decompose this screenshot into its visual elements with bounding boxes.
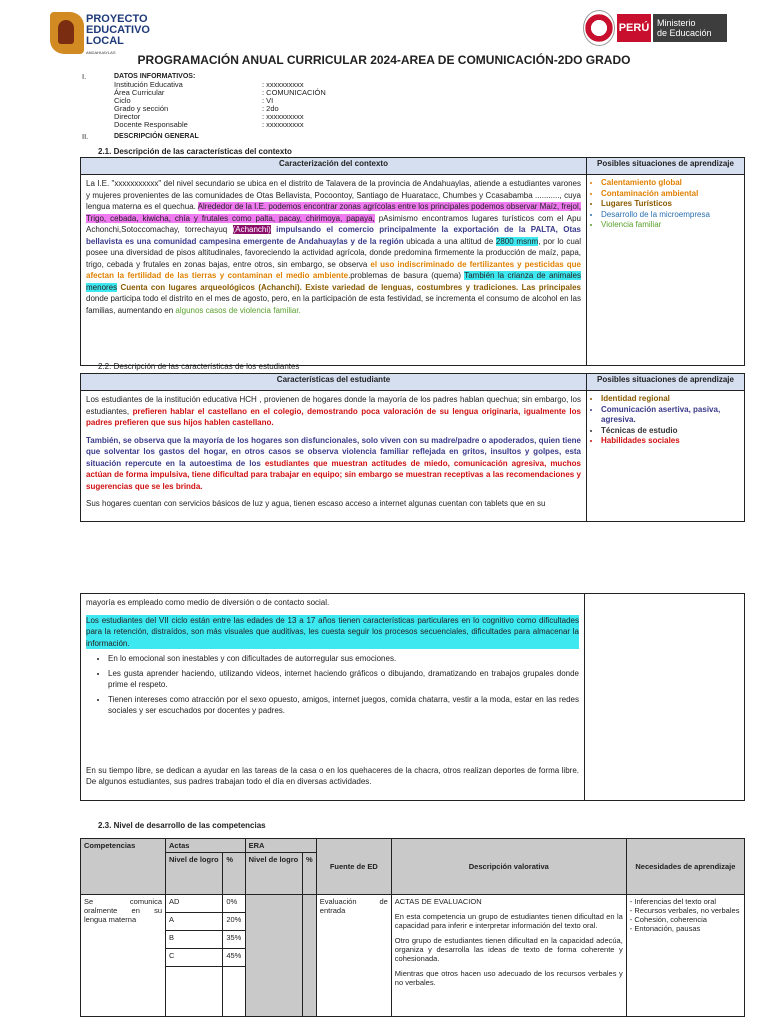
- datos-value: : xxxxxxxxxx: [262, 120, 304, 129]
- desc-p3: Mientras que otros hacen uso adecuado de los recursos verbales y no verbales.: [394, 969, 623, 987]
- students-col-header: Características del estudiante: [81, 374, 587, 391]
- cont-bullet: • Les gusta aprender haciendo, utilizando videos, internet haciendo gráficos o dibujando, dramatizando en trabajos grupales donde prime el respeto.: [108, 668, 579, 691]
- students-p2b: estudiantes que muestran actitudes de miedo, comunicación agresiva, muchos actúan de forma impulsiva, tiene dificultad para trabajar en equipo; sin embargo se muestran receptivas a las recomendaciones y sugerencias que se les brinda.: [86, 458, 581, 491]
- ctx-p9: 2800 msnm: [495, 236, 539, 246]
- level-cell: C: [166, 949, 223, 967]
- desc-num: II.: [82, 132, 89, 141]
- necesidad-item: - Inferencias del texto oral: [629, 897, 717, 906]
- ctx-p13: También la crianza de animales menores: [86, 271, 581, 292]
- ctx-p12: .problemas de basura (quema): [348, 271, 465, 280]
- logo-line-3: LOCAL: [86, 35, 124, 47]
- context-table: [80, 157, 745, 366]
- datos-value: : xxxxxxxxxx: [262, 112, 304, 121]
- fuente-cell: Evaluación de entrada: [316, 895, 391, 1017]
- datos-label: Docente Responsable: [114, 120, 188, 129]
- era-pct-cell: [302, 895, 316, 1017]
- context-description: [81, 175, 587, 366]
- students-continued-situations: [585, 594, 745, 801]
- pct-cell: 35%: [223, 931, 245, 949]
- situation-item: • Calentamiento global: [601, 178, 740, 189]
- peru-shield-icon: [583, 10, 615, 46]
- ctx-p2: Alrededor de la I.E. podemos encontrar zonas agrícolas entre los principales podemos observar Maíz, frejol, Trigo, cebada, kiwicha, chía y frutales como palta, pacay, chirimoya, papaya,: [86, 202, 581, 223]
- students-p3: Sus hogares cuentan con servicios básicos de luz y agua, tienen escaso acceso a internet algunas cuentan con tablets que en su: [86, 499, 546, 508]
- student-situation-item: • Habilidades sociales: [601, 436, 740, 447]
- era-header: ERA: [245, 839, 316, 853]
- necesidad-text: Entonación, pausas: [634, 924, 701, 933]
- minedu-logo: [583, 10, 728, 48]
- peru-label: PERÚ: [617, 14, 651, 42]
- datos-label: Director: [114, 112, 141, 121]
- datos-row: [114, 89, 326, 97]
- actas-header: Actas: [166, 839, 246, 853]
- necesidad-text: Inferencias del texto oral: [634, 897, 717, 906]
- students-p2a: También, se observa que la mayoría de los hogares son disfuncionales, solo viven con su madre/padre o apoderados, quien tiene que solventar los gastos del hogar, en otros casos se observa violencia familiar reflejada en gritos, insultos y golpes, esta situación repercute en la autoestima de los: [86, 435, 581, 468]
- datos-rows: [114, 81, 326, 129]
- necesidad-item: - Cohesión, coherencia: [629, 915, 707, 924]
- cont-bullet: • Tienen intereses como atracción por el sexo opuesto, amigos, internet juegos, comida chatarra, vestir a la moda, estar en las redes sociales y ser escuchados por docentes y padres.: [108, 694, 579, 717]
- situation-item: • Violencia familiar: [601, 220, 740, 231]
- situation-item: • Contaminación ambiental: [601, 189, 740, 200]
- logo-sub: ANDAHUAYLAS: [86, 50, 116, 55]
- necesidad-text: Cohesión, coherencia: [634, 915, 707, 924]
- proyecto-educativo-logo: [50, 12, 150, 56]
- desc-heading: DESCRIPCIÓN GENERAL: [114, 133, 199, 140]
- necesidades-header: Necesidades de aprendizaje: [626, 839, 744, 895]
- students-description: [81, 391, 587, 522]
- era-pct-header: %: [302, 853, 316, 895]
- datos-label: Ciclo: [114, 96, 131, 105]
- competencias-header: Competencias: [81, 839, 166, 895]
- section-2-3-title: 2.3. Nivel de desarrollo de las competencias: [98, 821, 266, 830]
- ctx-p7: impulsando el comercio principalmente la exportación de la PALTA, Otas bellavista es una comunidad campesina emergente de Andahuaylas y de la región: [86, 225, 581, 246]
- cont-bullet: • En lo emocional son inestables y con dificultades de autorregular sus emociones.: [108, 653, 579, 665]
- pct-cell: 20%: [223, 913, 245, 931]
- ctx-p11: el uso indiscriminado de fertilizantes y pesticidas que afectan la fertilidad de las tierras y contaminan el medio ambiente: [86, 259, 581, 280]
- students-p1a: Los estudiantes de la institución educativa HCH , provienen de hogares donde la mayoría de los padres hablan quechua; sin embargo, los estudiantes,: [86, 395, 581, 416]
- ministry-line-1: Ministerio: [657, 18, 696, 28]
- cont-p3: En su tiempo libre, se dedican a ayudar en las tareas de la casa o en los quehaceres de la chacra, otros realizan deportes de forma libre. De algunos estudiantes, sus padres trabajan todo el día en diversas actividades.: [86, 765, 579, 786]
- datos-value: : VI: [262, 96, 274, 105]
- ctx-p16: algunos casos de violencia familiar.: [175, 305, 301, 315]
- section-2-1-title: 2.1. Descripción de las características del contexto: [98, 147, 292, 156]
- desc-p1: En esta competencia un grupo de estudiantes tienen dificultad en la capacidad para inferir e interpretar información del texto oral.: [394, 912, 623, 930]
- datos-label: Grado y sección: [114, 104, 169, 113]
- situation-item: • Desarrollo de la microempresa: [601, 210, 740, 221]
- situations-col-header: Posibles situaciones de aprendizaje: [587, 158, 745, 175]
- ministry-line-2: de Educación: [657, 28, 712, 38]
- student-situation-item: • Comunicación asertiva, pasiva, agresiva.: [601, 405, 740, 426]
- students-table: [80, 373, 745, 522]
- page-title: PROGRAMACIÓN ANUAL CURRICULAR 2024-AREA DE COMUNICACIÓN-2DO GRADO: [137, 53, 631, 67]
- students-p1: [86, 394, 581, 429]
- students-p1b: prefieren hablar el castellano en el colegio, demostrando poca valoración de su lengua originaria, igualmente los padres prefieren que sus hijos hablen castellano.: [86, 406, 581, 427]
- ctx-p8: ubicada a una altitud de: [403, 236, 496, 246]
- pct-cell-empty: [223, 967, 245, 1017]
- andahuaylas-emblem-icon: [50, 12, 84, 54]
- level-cell: A: [166, 913, 223, 931]
- students-table-continued: [80, 593, 745, 801]
- datos-num: I.: [82, 72, 87, 81]
- logo-line-2: EDUCATIVO: [86, 24, 150, 36]
- logo-left-text: [86, 14, 150, 58]
- ctx-p5: (Achanchi): [232, 225, 271, 234]
- ministry-label: [653, 14, 727, 42]
- actas-nivel-header: Nivel de logro: [166, 853, 223, 895]
- student-situation-item: • Técnicas de estudio: [601, 426, 740, 437]
- students-continued-text: [81, 594, 585, 801]
- level-cell: AD: [166, 895, 223, 913]
- desc-p2: Otro grupo de estudiantes tienen dificultad en la capacidad adecúa, organiza y desarrolla las ideas de texto de forma coherente y cohesionada.: [394, 936, 623, 963]
- level-cell: B: [166, 931, 223, 949]
- actas-pct-header: %: [223, 853, 245, 895]
- datos-value: : xxxxxxxxxx: [262, 80, 304, 89]
- necesidades-cell: [626, 895, 744, 1017]
- pct-cell: 45%: [223, 949, 245, 967]
- datos-row: [114, 121, 326, 129]
- cont-p1: mayoría es empleado como medio de diversión o de contacto social.: [86, 598, 330, 607]
- necesidad-item: - Recursos verbales, no verbales: [629, 906, 740, 915]
- era-nivel-header: Nivel de logro: [245, 853, 302, 895]
- cont-p2: Los estudiantes del VII ciclo están entre las edades de 13 a 17 años tienen características particulares en lo cognitivo como dificultades para la retención, distraídos, son más visuales que auditivas, les cuesta seguir los procesos secuenciales, dificultades para almacenar la información.: [86, 615, 579, 648]
- fuente-header: Fuente de ED: [316, 839, 391, 895]
- datos-value: : COMUNICACIÓN: [262, 88, 326, 97]
- situation-item: • Lugares Turísticos: [601, 199, 740, 210]
- necesidad-text: Recursos verbales, no verbales: [634, 906, 740, 915]
- students-situations: [587, 391, 745, 522]
- students-situations-header: Posibles situaciones de aprendizaje: [587, 374, 745, 391]
- descripcion-cell: [391, 895, 626, 1017]
- context-col-header: Caracterización del contexto: [81, 158, 587, 175]
- cont-bullets: [86, 653, 579, 717]
- ctx-p1: La I.E. "xxxxxxxxxxx" del nivel secundario se ubica en el distrito de Talavera de la provincia de Andahuaylas, atiende a estudiantes varones y mujeres provenientes de las comunidades de Otas Bellavista, Pocoontoy, Santiago de Huaratacc, Chumbes y Ccasabamba ..........., cuya lengua materna es el quechua.: [86, 179, 581, 211]
- datos-label: Área Curricular: [114, 88, 165, 97]
- necesidad-item: - Entonación, pausas: [629, 924, 701, 933]
- era-nivel-cell: [245, 895, 302, 1017]
- ctx-p15: donde participa todo el distrito en el mes de agosto, pero, en la participación de esta festividad, se incrementa el consumo de alcohol en las familias, aumentando en: [86, 294, 581, 315]
- competencia-cell: Se comunica oralmente en su lengua materna: [81, 895, 166, 1017]
- datos-label: Institución Educativa: [114, 80, 183, 89]
- desc-title: ACTAS DE EVALUACION: [394, 897, 482, 906]
- student-situation-item: • Identidad regional: [601, 394, 740, 405]
- competencies-table: [80, 838, 745, 1017]
- ctx-p4: pAsimismo encontramos lugares turísticos com el Apu Achonchi,Sotoccomachay, torrechayuq: [86, 213, 582, 234]
- datos-value: : 2do: [262, 104, 279, 113]
- level-cell-empty: [166, 967, 223, 1017]
- ctx-p10: , por lo cual posee una diversidad de pisos altitudinales, favoreciendo la actividad agrícola, donde predomina firmemente la producción de maíz, papa, trigo, cebada y frutales en zonas bajas, entre otros, sin embargo, se observa: [86, 236, 581, 269]
- students-p2: [86, 435, 581, 493]
- datos-heading: DATOS INFORMATIVOS:: [114, 73, 196, 80]
- section-2-2-title: 2.2. Descripción de las características de los estudiantes: [98, 362, 300, 371]
- descripcion-header: Descripción valorativa: [391, 839, 626, 895]
- pct-cell: 0%: [223, 895, 245, 913]
- logo-line-1: PROYECTO: [86, 13, 148, 25]
- datos-section: [114, 73, 326, 129]
- context-situations: [587, 175, 745, 366]
- ctx-p14: Cuenta con lugares arqueológicos (Achanchi). Existe variedad de lenguas, costumbres y tradiciones. Las principales: [117, 282, 581, 292]
